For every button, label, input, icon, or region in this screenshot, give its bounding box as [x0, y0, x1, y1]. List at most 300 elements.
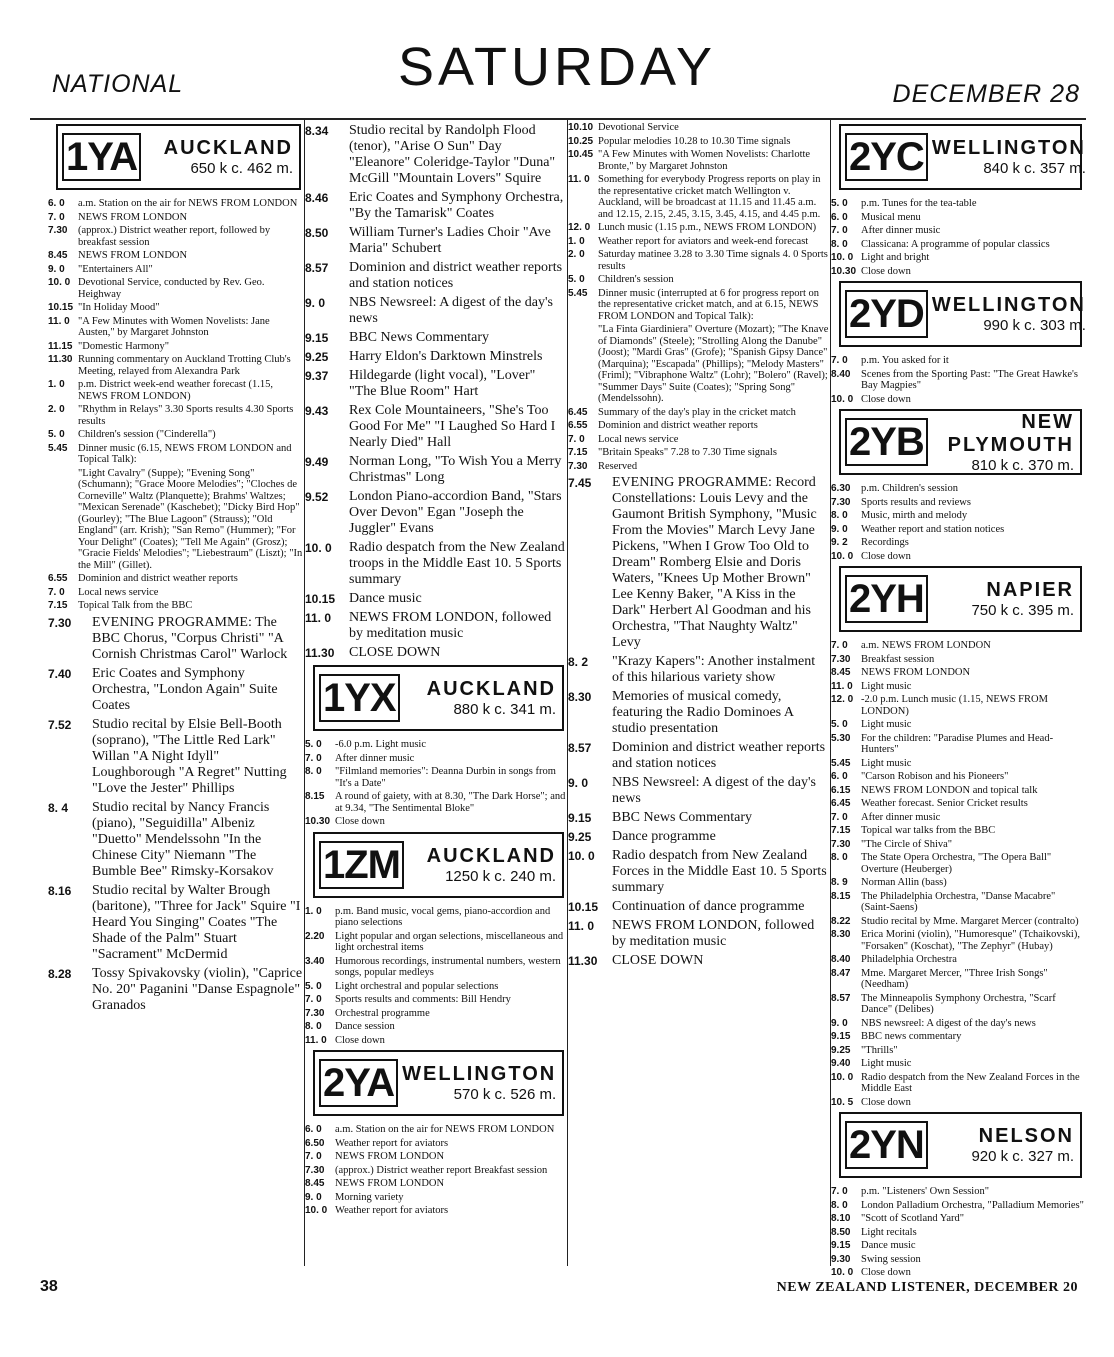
station-city: AUCKLAND	[426, 678, 556, 700]
program-time: 8.16	[48, 883, 72, 898]
program-entry	[305, 1205, 566, 1217]
program-time: 7. 0	[48, 211, 65, 223]
program-time: 7.30	[831, 496, 851, 508]
station-frequency: 880 k c. 341 m.	[453, 701, 556, 718]
program-time: 7.15	[831, 825, 851, 836]
program-entry	[48, 966, 303, 1014]
station-box	[839, 566, 1082, 632]
program-entry	[305, 906, 566, 929]
program-time: 8.28	[48, 966, 72, 981]
program-text: "Scott of Scotland Yard"	[861, 1213, 965, 1224]
program-text: Close down	[861, 393, 911, 405]
program-text: Studio recital by Elsie Bell-Booth (soprano), "The Little Red Lark" Willan "A Night Idyll" Loughborough "A Regret" Nutting "Love the Jester" Phillips	[92, 716, 287, 796]
program-text: "A Few Minutes with Women Novelists: Charlotte Bronte," by Margaret Johnston	[598, 149, 811, 172]
program-time: 8. 0	[831, 852, 848, 863]
program-text: Devotional Service, conducted by Rev. Geo. Heighway	[78, 277, 265, 300]
program-entry	[831, 355, 1084, 367]
program-time: 9.15	[831, 1240, 851, 1251]
program-text: "The Circle of Shiva"	[861, 838, 953, 850]
program-entry	[568, 829, 829, 845]
program-time: 8.45	[48, 250, 68, 261]
station-info	[932, 411, 1080, 474]
station-frequency: 750 k c. 395 m.	[971, 602, 1074, 619]
program-time: 8. 0	[831, 510, 848, 521]
program-text: Children's session ("Cinderella")	[78, 429, 216, 440]
program-time: 6. 0	[48, 198, 65, 209]
program-entry	[305, 540, 566, 588]
program-entry	[48, 277, 303, 300]
station-call-sign: 2YC	[845, 133, 928, 181]
program-text: Radio despatch from New Zealand Forces in the Middle East 10. 5 Sports summary	[612, 848, 827, 895]
program-text: "A Few Minutes with Women Novelists: Jane Austen," by Margaret Johnston	[78, 315, 270, 338]
program-text: Swing session	[861, 1253, 921, 1265]
program-text: Light music	[861, 719, 912, 730]
program-entry	[831, 1213, 1084, 1225]
program-text: Summary of the day's play in the cricket match	[598, 406, 796, 418]
program-time: 8.22	[831, 915, 851, 927]
program-time: 1. 0	[305, 905, 322, 917]
program-entry	[831, 537, 1084, 549]
program-time: 5.45	[48, 442, 68, 454]
station-logo	[315, 841, 408, 889]
program-text: Lunch music (1.15 p.m., NEWS FROM LONDON)	[598, 222, 817, 233]
program-text: (approx.) District weather report, followed by breakfast session	[78, 225, 271, 248]
program-entry	[831, 369, 1084, 392]
program-time: 7.30	[305, 1007, 325, 1019]
program-entry	[831, 654, 1084, 666]
program-text: Norman Long, "To Wish You a Merry Christmas" Long	[349, 454, 562, 485]
program-entry	[831, 1045, 1084, 1057]
station-logo	[841, 575, 932, 623]
program-entry	[831, 212, 1084, 224]
station-info	[402, 1063, 562, 1103]
program-entry	[568, 953, 829, 969]
program-time: 7.30	[831, 838, 851, 850]
program-text: Dance music	[349, 591, 422, 606]
program-entry	[831, 1031, 1084, 1043]
program-text: p.m. "Listeners' Own Session"	[861, 1186, 989, 1197]
program-time: 7. 0	[831, 355, 848, 366]
program-time: 8.40	[831, 368, 851, 380]
program-text: -2.0 p.m. Lunch music (1.15, NEWS FROM LONDON)	[861, 694, 1048, 717]
program-text: Weather report and station notices	[861, 523, 1005, 535]
program-text: Morning variety	[335, 1191, 404, 1203]
program-time: 7. 0	[305, 752, 322, 764]
program-entry	[305, 330, 566, 346]
program-time: 8. 0	[305, 766, 322, 777]
program-entry	[831, 877, 1084, 889]
program-entry	[305, 1035, 566, 1047]
program-time: 8.15	[831, 890, 851, 902]
program-entry	[305, 753, 566, 765]
program-entry	[568, 740, 829, 772]
program-time: 9. 0	[568, 776, 589, 790]
program-text: Reserved	[598, 460, 638, 472]
program-time: 1. 0	[568, 235, 585, 247]
program-entry	[831, 510, 1084, 522]
program-time: 5. 0	[48, 429, 65, 440]
program-time: 10.15	[305, 592, 336, 606]
program-text: NEWS FROM LONDON and topical talk	[861, 784, 1038, 796]
program-entry	[305, 645, 566, 661]
program-text: For the children: "Paradise Plumes and Head-Hunters"	[861, 732, 1054, 755]
program-entry	[568, 407, 829, 419]
program-text: a.m. NEWS FROM LONDON	[861, 640, 991, 651]
program-entry	[831, 252, 1084, 264]
program-text: -6.0 p.m. Light music	[335, 739, 426, 750]
program-text: Light recitals	[861, 1226, 917, 1238]
program-time: 8.10	[831, 1213, 851, 1224]
program-text: Radio despatch from the New Zealand troops in the Middle East 10. 5 Sports summary	[349, 540, 565, 587]
program-text: "Carson Robison and his Pioneers"	[861, 771, 1009, 782]
program-time: 9.40	[831, 1058, 851, 1069]
program-time: 6. 0	[831, 771, 848, 782]
program-text: A round of gaiety, with at 8.30, "The Dark Horse"; and at 9.34, "The Sentimental Bloke"	[335, 791, 566, 814]
program-entry	[568, 136, 829, 148]
program-text: William Turner's Ladies Choir "Ave Maria" Schubert	[349, 225, 551, 256]
program-time: 9. 0	[305, 1191, 322, 1203]
program-time: 10. 5	[831, 1096, 854, 1108]
program-time: 12. 0	[568, 222, 591, 233]
program-text: Saturday matinee 3.28 to 3.30 Time signals 4. 0 Sports results	[598, 249, 828, 272]
program-entry	[48, 316, 303, 339]
program-entry	[568, 420, 829, 432]
program-entry	[831, 497, 1084, 509]
program-time: 5. 0	[568, 274, 585, 285]
program-entry	[831, 1240, 1084, 1252]
program-entry	[568, 447, 829, 459]
program-text: NEWS FROM LONDON, followed by meditation music	[349, 610, 552, 641]
station-city: NEW PLYMOUTH	[947, 410, 1074, 456]
program-entry	[831, 681, 1084, 693]
program-text: Weather report for aviators	[335, 1137, 449, 1149]
program-text: a.m. Station on the air for NEWS FROM LONDON	[335, 1124, 555, 1135]
column-2	[304, 120, 566, 1266]
program-text: "Rhythm in Relays" 3.30 Sports results 4.30 Sports results	[78, 404, 294, 427]
program-text: "Filmland memories": Deanna Durbin in songs from "It's a Date"	[335, 766, 556, 789]
program-text: NEWS FROM LONDON, followed by meditation music	[612, 918, 815, 949]
program-entry	[305, 791, 566, 814]
program-entry	[305, 610, 566, 642]
program-time: 7.52	[48, 717, 72, 732]
program-time: 10.25	[568, 135, 594, 147]
program-entry	[568, 810, 829, 826]
program-entry	[48, 615, 303, 663]
program-text: Light popular and organ selections, miscellaneous and light orchestral items	[335, 930, 564, 953]
program-entry	[831, 993, 1084, 1016]
program-time: 2.20	[305, 930, 325, 942]
program-entry	[831, 812, 1084, 824]
program-text: Running commentary on Auckland Trotting Club's Meeting, relayed from Alexandra Park	[78, 354, 291, 377]
program-time: 6. 0	[831, 211, 848, 223]
program-time: 9.52	[305, 490, 329, 504]
page-title: SATURDAY	[397, 37, 717, 97]
program-time: 6.55	[568, 420, 588, 431]
program-text: p.m. Band music, vocal gems, piano-accordion and piano selections	[335, 905, 551, 928]
program-entry	[305, 123, 566, 187]
program-time: 7.15	[568, 447, 588, 458]
program-time: 8.45	[831, 667, 851, 678]
program-entry	[305, 489, 566, 537]
program-text: After dinner music	[335, 752, 415, 764]
program-entry	[831, 1186, 1084, 1198]
station-frequency: 990 k c. 303 m.	[983, 317, 1086, 334]
program-entry	[305, 994, 566, 1006]
program-time: 5. 0	[305, 980, 322, 992]
program-time: 7. 0	[831, 811, 848, 823]
program-time: 11.15	[48, 340, 73, 352]
program-text: Weather report for aviators and week-end forecast	[598, 235, 809, 247]
program-entry	[568, 236, 829, 248]
program-entry	[831, 1058, 1084, 1070]
program-time: 1. 0	[48, 379, 65, 390]
program-text: p.m. District week-end weather forecast (1.15, NEWS FROM LONDON)	[78, 379, 274, 402]
program-entry	[305, 1178, 566, 1190]
program-entry	[831, 719, 1084, 731]
program-entry	[568, 689, 829, 737]
program-entry	[831, 1097, 1084, 1109]
program-entry	[305, 403, 566, 451]
station-call-sign: 2YD	[845, 290, 928, 338]
program-entry	[831, 758, 1084, 770]
station-logo	[841, 418, 932, 466]
program-entry	[305, 225, 566, 257]
program-time: 11. 0	[48, 315, 70, 327]
station-box	[313, 665, 564, 731]
program-text: Erica Morini (violin), "Humoresque" (Tchaikovski), "Forsaken" (Koschat), "The Zephyr" (Hubay)	[861, 929, 1080, 952]
program-text: "La Finta Giardiniera" Overture (Mozart); "The Knave of Diamonds" (Steele); "Strolling Along the Danube" (Joost); "Mardi Gras" (Grofe); "Spanish Gipsy Dance" (Marquina); "Escapada" (Phillips); "Melody Masters" (Friml); "Vibraphone Waltz" (Lohr); "Bolero" (Ravel); "Summer Days" Suite (Coates); "Spring Song" (Mendelssohn).	[598, 324, 829, 404]
program-text: Close down	[335, 816, 385, 827]
program-text: Light music	[861, 680, 912, 692]
program-text: NEWS FROM LONDON	[78, 250, 188, 261]
program-time: 9.25	[568, 830, 592, 844]
program-text: Studio recital by Walter Brough (baritone), "Three for Jack" Squire "I Heard You Singing" Coates "The Shade of the Palm" Stuart "Sacrament" McDermid	[92, 882, 301, 962]
program-text: NEWS FROM LONDON	[78, 211, 188, 223]
program-text: Dominion and district weather reports	[78, 573, 238, 584]
program-time: 5. 0	[305, 739, 322, 750]
station-call-sign: 2YA	[319, 1059, 398, 1107]
program-text: After dinner music	[861, 225, 941, 236]
program-text: Orchestral programme	[335, 1007, 430, 1019]
program-time: 8. 4	[48, 800, 69, 815]
program-time: 10. 0	[568, 849, 595, 863]
program-entry	[831, 394, 1084, 406]
program-time: 8.50	[831, 1226, 851, 1238]
program-text: a.m. Station on the air for NEWS FROM LONDON	[78, 198, 298, 209]
program-text: Musical menu	[861, 211, 921, 223]
column-3	[567, 120, 829, 1266]
program-text: BBC News Commentary	[349, 330, 489, 345]
station-city: NELSON	[978, 1125, 1074, 1147]
station-info	[932, 1125, 1080, 1165]
program-entry	[305, 190, 566, 222]
program-entry	[305, 591, 566, 607]
program-entry	[48, 587, 303, 599]
program-text: Dance music	[861, 1240, 916, 1251]
program-text: Dominion and district weather reports and station notices	[612, 740, 826, 771]
program-time: 9.15	[831, 1031, 851, 1042]
program-time: 10. 0	[831, 1071, 854, 1083]
column-4	[830, 120, 1086, 1278]
program-time: 9. 2	[831, 537, 848, 548]
program-time: 7. 0	[831, 225, 848, 236]
program-entry	[48, 429, 303, 441]
program-text: Light and bright	[861, 252, 930, 263]
program-time: 8.57	[831, 992, 851, 1004]
program-time: 6.45	[831, 798, 851, 809]
program-text: Light music	[861, 757, 912, 769]
program-time: 8.45	[305, 1178, 325, 1189]
program-text: CLOSE DOWN	[349, 645, 441, 660]
station-city: WELLINGTON	[931, 137, 1086, 159]
program-text: Dominion and district weather reports	[598, 420, 758, 431]
program-text: Recordings	[861, 537, 909, 548]
program-text: EVENING PROGRAMME: The BBC Chorus, "Corpus Christi" "A Cornish Christmas Carol" Warlock	[92, 614, 288, 662]
program-entry	[831, 551, 1084, 563]
station-city: WELLINGTON	[402, 1063, 557, 1085]
station-logo	[315, 674, 404, 722]
program-text: Close down	[861, 265, 911, 277]
program-time: 10. 0	[831, 393, 854, 405]
program-entry	[48, 717, 303, 797]
program-text: Rex Cole Mountaineers, "She's Too Good For Me" "I Laughed So Hard I Nearly Died" Hall	[349, 403, 556, 450]
program-entry	[48, 341, 303, 353]
program-entry	[568, 249, 829, 272]
program-time: 6.45	[568, 406, 588, 418]
program-entry	[305, 739, 566, 751]
program-text: Continuation of dance programme	[612, 899, 805, 914]
program-text: Close down	[861, 1096, 911, 1108]
program-text: NEWS FROM LONDON	[861, 667, 971, 678]
header-date: DECEMBER 28	[892, 80, 1080, 108]
program-text: Studio recital by Randolph Flood (tenor), "Arise O Sun" Day "Eleanore" Coleridge-Taylor "Duna" McGill "Mountain Lovers" Squire	[349, 123, 556, 186]
station-logo	[315, 1059, 402, 1107]
station-call-sign: 2YB	[845, 418, 928, 466]
program-text: Dance session	[335, 1021, 395, 1032]
program-entry	[568, 461, 829, 473]
program-time: 10.10	[568, 122, 594, 133]
program-text: "In Holiday Mood"	[78, 302, 160, 313]
station-info	[408, 845, 562, 885]
program-text: "Thrills"	[861, 1044, 898, 1056]
program-entry	[305, 1138, 566, 1150]
program-text: Studio recital by Nancy Francis (piano), "Seguidilla" Albeniz "Duetto" Mendelssohn "In the Chinese City" Niemann "The Bumble Bee" Rimsky-Korsakov	[92, 799, 274, 879]
station-frequency: 570 k c. 526 m.	[453, 1086, 557, 1103]
program-text: p.m. You asked for it	[861, 355, 949, 366]
program-time: 11.30	[48, 354, 73, 365]
program-time: 8.57	[305, 261, 329, 275]
program-entry	[831, 694, 1084, 717]
program-entry	[48, 212, 303, 224]
program-time: 7.30	[305, 1164, 325, 1176]
program-entry	[568, 288, 829, 323]
station-box	[313, 1050, 564, 1116]
program-time: 7. 0	[48, 586, 65, 598]
program-entry	[48, 379, 303, 402]
program-time: 7.30	[48, 615, 72, 630]
program-entry	[831, 852, 1084, 875]
program-text: Topical war talks from the BBC	[861, 825, 996, 836]
program-time: 9. 0	[831, 1017, 848, 1029]
program-entry	[831, 798, 1084, 810]
program-entry	[831, 968, 1084, 991]
program-text: Close down	[335, 1034, 385, 1046]
program-time: 10.30	[305, 816, 331, 827]
station-info	[932, 294, 1092, 334]
program-time: 10. 0	[831, 1267, 854, 1278]
program-entry	[305, 1151, 566, 1163]
program-text: Hildegarde (light vocal), "Lover" "The Blue Room" Hart	[349, 368, 536, 399]
program-entry	[48, 264, 303, 276]
program-text: Classicana: A programme of popular classics	[861, 238, 1050, 250]
program-entry	[305, 454, 566, 486]
program-entry	[305, 1008, 566, 1020]
program-entry	[831, 239, 1084, 251]
program-text: "Entertainers All"	[78, 263, 153, 275]
station-frequency: 920 k c. 327 m.	[971, 1148, 1074, 1165]
program-text: Music, mirth and melody	[861, 510, 968, 521]
station-info	[932, 579, 1080, 619]
program-text: Dinner music (6.15, NEWS FROM LONDON and Topical Talk):	[78, 442, 292, 465]
program-entry	[305, 816, 566, 828]
program-time: 9. 0	[831, 523, 848, 535]
program-time: 9.49	[305, 455, 329, 469]
program-time: 8. 2	[568, 655, 589, 669]
program-text: Eric Coates and Symphony Orchestra, "By the Tamarisk" Coates	[349, 190, 564, 221]
program-entry	[568, 174, 829, 220]
program-time: 9.30	[831, 1253, 851, 1265]
program-time: 10.15	[48, 302, 74, 313]
program-entry	[568, 324, 829, 405]
program-time: 7. 0	[568, 433, 585, 445]
program-text: Dinner music (interrupted at 6 for progress report on the representative cricket match, and at 6.15, NEWS FROM LONDON and Topical Talk):	[598, 287, 820, 322]
program-entry	[568, 475, 829, 651]
program-text: Sports results and reviews	[861, 496, 971, 508]
program-time: 11.30	[568, 954, 598, 968]
program-time: 7. 0	[831, 640, 848, 651]
station-call-sign: 1ZM	[319, 841, 404, 889]
station-box	[313, 832, 564, 898]
program-entry	[305, 1124, 566, 1136]
program-text: CLOSE DOWN	[612, 953, 704, 968]
program-entry	[831, 839, 1084, 851]
program-time: 10. 0	[831, 252, 854, 263]
program-entry	[305, 349, 566, 365]
program-time: 11. 0	[305, 611, 332, 625]
program-time: 8. 0	[305, 1021, 322, 1032]
program-entry	[831, 1018, 1084, 1030]
station-logo	[841, 133, 932, 181]
program-entry	[305, 766, 566, 789]
program-time: 11.30	[305, 646, 335, 660]
program-time: 10. 0	[48, 277, 71, 288]
program-entry	[48, 573, 303, 585]
program-entry	[831, 1200, 1084, 1212]
program-text: Local news service	[78, 586, 159, 598]
program-text: Memories of musical comedy, featuring the Radio Dominoes A studio presentation	[612, 689, 794, 736]
station-box	[839, 281, 1086, 347]
program-time: 11. 0	[305, 1034, 327, 1046]
program-time: 7.45	[568, 476, 592, 490]
program-entry	[48, 443, 303, 466]
program-entry	[568, 434, 829, 446]
program-time: 8. 9	[831, 877, 848, 888]
program-text: NBS Newsreel: A digest of the day's news	[349, 295, 553, 326]
program-time: 11. 0	[568, 919, 595, 933]
program-entry	[831, 1254, 1084, 1266]
program-time: 8.47	[831, 967, 851, 979]
program-text: "Krazy Kapers": Another instalment of this hilarious variety show	[612, 654, 816, 685]
